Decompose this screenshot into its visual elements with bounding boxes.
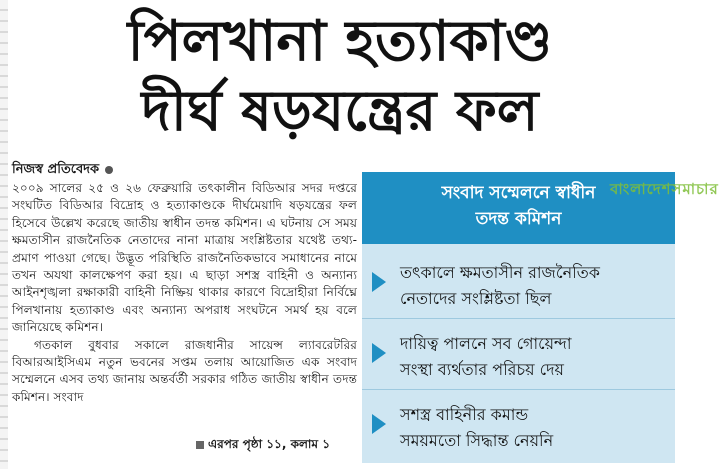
highlight-line-2: সংস্থা ব্যর্থতার পরিচয় দেয় xyxy=(400,360,564,379)
article-paragraph-2: গতকাল বুধবার সকালে রাজধানীর সায়েন্স ল্যাবরেটরির বিআরআইসিএম নতুন ভবনের সপ্তম তলায় আয়োজিত এক সংবাদ সম্মেলনে এসব তথ্য জানায় অন্তর্বর্তী সরকার গঠিত জাতীয় স্বাধীন তদন্ত কমিশন। সংবাদ xyxy=(12,337,357,404)
sidebar-header-line-1: সংবাদ সম্মেলনে স্বাধীন xyxy=(441,183,596,203)
headline-line-1: পিলখানা হত্যাকাণ্ড xyxy=(127,8,553,74)
arrow-bullet-icon xyxy=(372,414,386,434)
highlight-line-1: তৎকালে ক্ষমতাসীন রাজনৈতিক xyxy=(400,263,600,282)
continued-on-link[interactable] xyxy=(196,436,330,456)
arrow-bullet-icon xyxy=(372,272,386,292)
bullet-icon xyxy=(105,166,113,174)
page-margin-strip xyxy=(0,0,8,469)
headline xyxy=(40,6,640,146)
watermark-logo: বাংলাদেশসমাচার xyxy=(610,180,719,198)
sidebar-header-line-2: তদন্ত কমিশন xyxy=(475,209,562,229)
continued-on-text: এরপর পৃষ্ঠা ১১, কলাম ১ xyxy=(208,437,331,451)
highlight-item xyxy=(362,325,675,390)
sidebar-highlights xyxy=(362,254,675,466)
headline-line-2: দীর্ঘ ষড়যন্ত্রের ফল xyxy=(141,78,539,144)
square-bullet-icon xyxy=(196,441,204,449)
article-paragraph-1: ২০০৯ সালের ২৫ ও ২৬ ফেব্রুয়ারি তৎকালীন বিডিআর সদর দপ্তরে সংঘটিত বিডিআর বিদ্রোহ ও হত্যাকাণ্ডকে দীর্ঘমেয়াদি ষড়যন্ত্রের ফল হিসেবে উল্লেখ করেছে জাতীয় স্বাধীন তদন্ত কমিশন। এ ঘটনায় সে সময় ক্ষমতাসীন রাজনৈতিক নেতাদের নানা মাত্রায় সংশ্লিষ্টতার যথেষ্ট তথ্য-প্রমাণ পাওয়া গেছে। উদ্ভূত পরিস্থিতি রাজনৈতিকভাবে সমাধানের নামে তখন অযথা কালক্ষেপণ করা হয়। এ ছাড়া সশস্ত্র বাহিনী ও অন্যান্য আইনশৃঙ্খলা রক্ষাকারী বাহিনী নিষ্ক্রিয় থাকার কারণে বিদ্রোহীরা নির্বিঘ্নে পিলখানায় হত্যাকাণ্ড এবং অন্যান্য অপরাধ সংঘটনে সমর্থ হয় বলে জানিয়েছে কমিশন। xyxy=(12,181,357,335)
article-body xyxy=(12,180,357,406)
sidebar-panel xyxy=(362,172,719,463)
byline xyxy=(12,160,113,181)
byline-text: নিজস্ব প্রতিবেদক xyxy=(12,162,100,177)
highlight-item xyxy=(362,254,675,319)
highlight-item xyxy=(362,396,675,460)
highlight-line-2: সময়মতো সিদ্ধান্ত নেয়নি xyxy=(400,431,554,450)
highlight-line-1: সশস্ত্র বাহিনীর কমান্ড xyxy=(400,405,529,424)
highlight-line-1: দায়িত্ব পালনে সব গোয়েন্দা xyxy=(400,334,572,353)
highlight-line-2: নেতাদের সংশ্লিষ্টতা ছিল xyxy=(400,289,552,308)
arrow-bullet-icon xyxy=(372,343,386,363)
